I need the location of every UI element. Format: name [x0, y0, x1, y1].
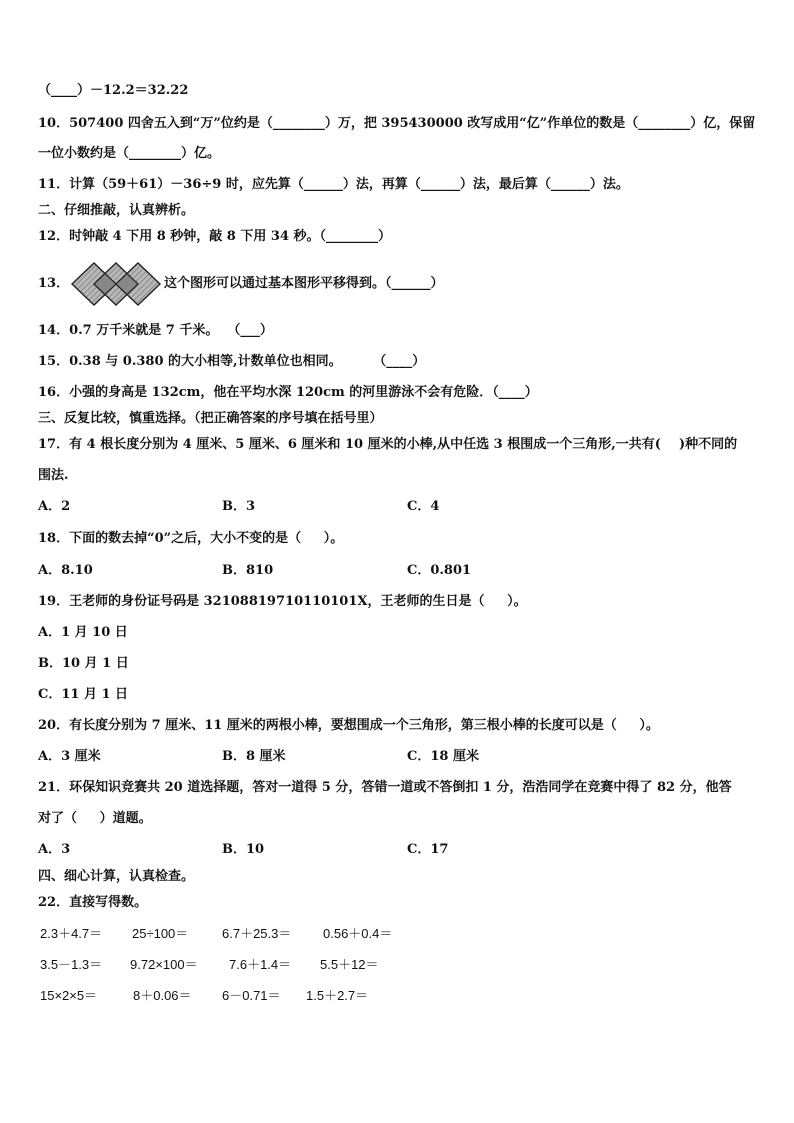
- question-22: 22．直接写得数。: [38, 895, 148, 910]
- question-13-text: 这个图形可以通过基本图形平移得到。（______）: [164, 276, 444, 291]
- calc-item: 5.5＋12＝: [320, 957, 379, 972]
- translated-diamonds-figure: [70, 262, 162, 306]
- option-a: A．8.10: [38, 563, 93, 578]
- option-c: C．11 月 1 日: [38, 687, 129, 702]
- question-11: 11．计算（59＋61）－36÷9 时，应先算（______）法，再算（______）法，最后算（______）法。: [38, 177, 629, 192]
- option-a: A．2: [38, 499, 71, 514]
- question-21-line1: 21．环保知识竞赛共 20 道选择题，答对一道得 5 分，答错一道或不答倒扣 1 分，浩浩同学在竞赛中得了 82 分，他答: [38, 780, 732, 795]
- section-4-heading: 四、细心计算，认真检查。: [38, 869, 195, 884]
- question-17-line1: 17．有 4 根长度分别为 4 厘米、5 厘米、6 厘米和 10 厘米的小棒,从中任选 3 根围成一个三角形,一共有( )种不同的: [38, 437, 738, 452]
- question-10-line2: 一位小数约是（________）亿。: [38, 146, 221, 161]
- question-17-line2: 围法.: [38, 468, 69, 483]
- question-15: 15．0.38 与 0.380 的大小相等,计数单位也相同。 （____）: [38, 354, 426, 369]
- option-b: B．8 厘米: [222, 749, 286, 764]
- section-2-heading: 二、仔细推敲，认真辨析。: [38, 203, 195, 218]
- calc-item: 6－0.71＝: [222, 988, 281, 1003]
- calc-item: 7.6＋1.4＝: [229, 957, 292, 972]
- calc-item: 6.7＋25.3＝: [222, 926, 292, 941]
- option-b: B．810: [222, 563, 274, 578]
- question-10-line1: 10．507400 四舍五入到“万”位约是（________）万，把 395430000 改写成用“亿”作单位的数是（________）亿，保留: [38, 116, 756, 131]
- question-16: 16．小强的身高是 132cm，他在平均水深 120cm 的河里游泳不会有危险．（____）: [38, 385, 538, 400]
- question-12: 12．时钟敲 4 下用 8 秒钟，敲 8 下用 34 秒。（________）: [38, 229, 392, 244]
- calc-item: 15×2×5＝: [40, 988, 98, 1003]
- question-13-number: 13．: [38, 276, 70, 291]
- calc-item: 3.5－1.3＝: [40, 957, 103, 972]
- question-21-line2: 对了（ ）道题。: [38, 811, 152, 826]
- question-20: 20．有长度分别为 7 厘米、11 厘米的两根小棒，要想围成一个三角形，第三根小棒的长度可以是（ ）。: [38, 718, 659, 733]
- question-18: 18．下面的数去掉“0”之后，大小不变的是（ ）。: [38, 531, 344, 546]
- question-19: 19．王老师的身份证号码是 32108819710110101X，王老师的生日是（ ）。: [38, 594, 527, 609]
- calc-item: 1.5＋2.7＝: [306, 988, 369, 1003]
- option-a: A．1 月 10 日: [38, 625, 128, 640]
- option-a: A．3 厘米: [38, 749, 101, 764]
- option-c: C．0.801: [407, 563, 472, 578]
- calc-item: 8＋0.06＝: [133, 988, 192, 1003]
- section-3-heading: 三、反复比较，慎重选择。（把正确答案的序号填在括号里）: [38, 411, 383, 426]
- line-blank-equation: （____）－12.2＝32.22: [38, 83, 189, 98]
- option-c: C．4: [407, 499, 440, 514]
- calc-item: 25÷100＝: [132, 926, 189, 941]
- option-b: B．3: [222, 499, 256, 514]
- option-c: C．18 厘米: [407, 749, 479, 764]
- question-14: 14．0.7 万千米就是 7 千米。 （___）: [38, 323, 273, 338]
- calc-item: 2.3＋4.7＝: [40, 926, 103, 941]
- calc-item: 9.72×100＝: [130, 957, 198, 972]
- option-b: B．10: [222, 842, 265, 857]
- calc-item: 0.56＋0.4＝: [323, 926, 393, 941]
- option-b: B．10 月 1 日: [38, 656, 129, 671]
- option-c: C．17: [407, 842, 449, 857]
- option-a: A．3: [38, 842, 71, 857]
